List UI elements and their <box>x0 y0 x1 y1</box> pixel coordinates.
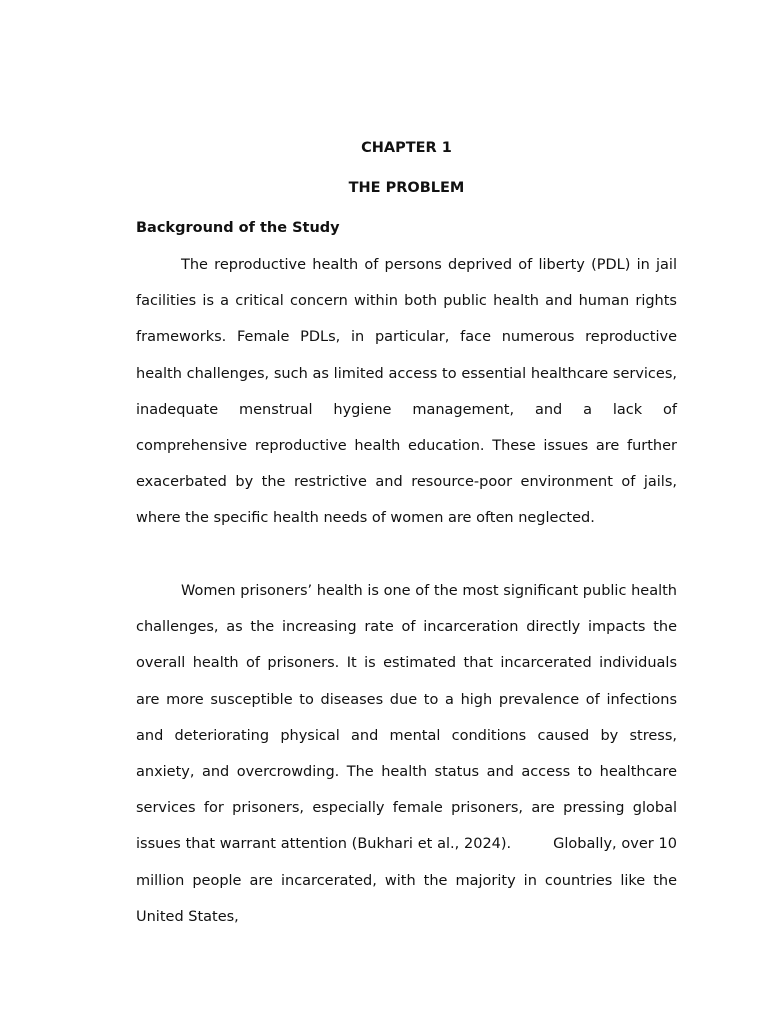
chapter-title: THE PROBLEM <box>348 180 465 196</box>
chapter-number: CHAPTER 1 <box>361 140 452 156</box>
paragraph-2-text-a: Women prisoners’ health is one of the most significant public health challenges, as the increasing rate of incarceration directly impacts the overall health of prisoners. It is estimated that incarcerated individuals are more susceptible to diseases due to a high prevalence of infections and deteriorating physical and mental conditions caused by stress, anxiety, and overcrowding. The health status and access to healthcare services for prisoners, especially female prisoners, are pressing global issues that warrant attention (Bukhari et al., 2024). <box>136 583 677 853</box>
section-heading: Background of the Study <box>136 220 340 236</box>
paragraph-1: The reproductive health of persons deprived of liberty (PDL) in jail facilities is a critical concern within both public health and human rights frameworks. Female PDLs, in particular, face numerous reproductive health challenges, such as limited access to essential healthcare services, inadequate menstrual hygiene management, and a lack of comprehensive reproductive health education. These issues are further exacerbated by the restrictive and resource-poor environment of jails, where the specific health needs of women are often neglected. <box>136 257 677 527</box>
paragraph-2-text-b: Globally, over 10 million people are incarcerated, with the majority in countries like the United States, <box>136 836 677 925</box>
paragraph-2 <box>136 573 677 935</box>
